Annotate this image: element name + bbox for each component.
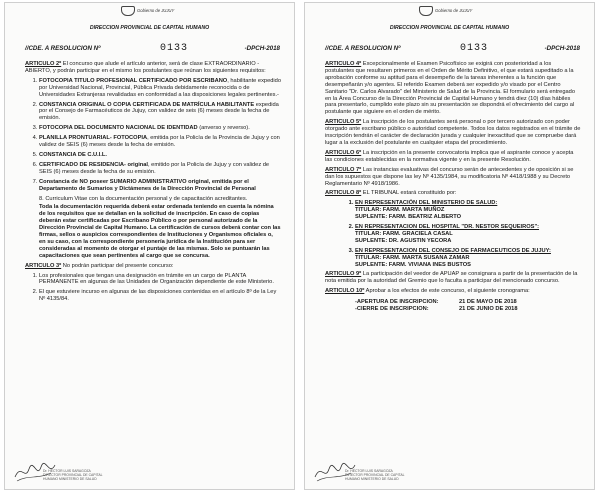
left-content [25,61,281,306]
list-item: 3. FOTOCOPIA DEL DOCUMENTO NACIONAL DE IDENTIDAD (anverso y reverso). [39,125,281,132]
list-item: 1. EN REPRESENTACIÓN DEL MINISTERIO DE SALUD: TITULAR: FARM. MARTA MUÑOZ SUPLENTE: FARM. BEATRIZ ALBERTO [355,200,581,221]
list-item: 4. PLANILLA PRONTUARIAL- FOTOCOPIA, emitida por la Policía de la Provincia de Jujuy y con validez de SEIS (6) meses desde la fecha de emisión. [39,135,281,149]
government-header: Gobierno de JUJUY [137,8,175,13]
resolution-label: //CDE. A RESOLUCION Nº [25,45,101,52]
right-page [304,2,595,490]
schedule-row: -APERTURA DE INSCRIPCION: 21 DE MAYO DE 2018 [355,299,517,306]
article-8: ARTICULO 8º EL TRIBUNAL estará constituido por: [325,190,457,197]
list-item: 2. El que estuviere incurso en algunas de las disposiciones contenidas en el artículo 8º de la Ley Nº 4135/84. [39,289,281,303]
list-item: 2. CONSTANCIA ORIGINAL O COPIA CERTIFICADA DE MATRÍCULA HABILITANTE expedida por el Consejo de Farmacéuticos de Jujuy, con validez de seis (6) meses desde la fecha de emisión. [39,102,281,123]
exclusions-list [25,273,281,304]
left-page [4,2,295,490]
resolution-suffix: -DPCH-2018 [244,45,280,52]
article-5: ARTICULO 5º La inscripción de los postulantes será personal o por tercero autorizado con poder otorgado ante escribano público o autoridad competente. Todos los datos registrados en el trámite de inscripción tendrán el carácter de declaración jurada y cualquier inexactitud que se compruebe dará lugar a la exclusión del postulante en cualquier etapa del procedimiento. [325,119,581,146]
article-4: ARTICULO 4º Excepcionalmente el Examen Psicofísico se exigirá con posterioridad a los postulantes que resultaren primeros en el Orden de Mérito Definitivo, el que estará supeditado a la aprobación conforme su aptitud para el desempeño de la tareas inherentes a la función que desempeñarán y/o agentes. El referido Examen deberá ser expedido y/o visado por el Centro Sanitario "Dr. Carlos Alvarado" del Ministerio de Salud de la Provincia. El formulario será entregado en la Área Concurso de la Dirección Provincial de Capital Humano y tendrá diez (10) días hábiles para presentarlo, cumplido este plazo sin su presentación se dispondrá el ofrecimiento del cargo al postulante que siguiere en el orden de mérito. [325,61,575,116]
province-crest-icon [121,6,135,16]
direction-title: DIRECCION PROVINCIAL DE CAPITAL HUMANO [89,25,210,31]
direction-title: DIRECCION PROVINCIAL DE CAPITAL HUMANO [389,25,510,31]
resolution-number: 0133 [460,43,489,54]
article-9: ARTICULO 9º La participación del veedor de APUAP se consignara a partir de la presentación de la nota emitida por la autoridad del Gremio que lo faculta a participar del mencionado concurso. [325,271,578,285]
requirements-list [25,78,281,193]
list-item: 1. Los profesionales que tengan una designación en trámite en un cargo de PLANTA PERMANENTE en algunas de las Unidades de Organización dependiente de este Ministerio. [39,273,281,287]
resolution-label: //CDE. A RESOLUCION Nº [325,45,401,52]
schedule-row: -CIERRE DE INSCRIPCION: 21 DE JUNIO DE 2018 [355,306,518,313]
government-header: Gobierno de JUJUY [435,8,473,13]
list-item: 3. EN REPRESENTACION DEL CONSEJO DE FARMACEUTICOS DE JUJUY: TITULAR: FARM. MARTA SUSANA ZAMAR SUPLENTE: FARM. VIVIANA INES BUSTOS [355,248,581,269]
resolution-suffix: -DPCH-2018 [544,45,580,52]
resolution-line [325,45,580,55]
list-item: 5. CONSTANCIA DE C.U.I.L. [39,152,281,159]
article-7: ARTICULO 7º Las instancias evaluativas del concurso serán de antecedentes y de oposición si se dan los supuestos que dispone las ley Nº 4135/1984, su modificatoria Nº 4418/1988 y su Decreto Reglamentario Nº 4918/1986. [325,166,574,187]
schedule [355,299,581,313]
article-2: ARTICULO 2º El concurso que alude el artículo anterior, será de clase EXTRAORDINARIO - ABIERTO, y podrán participar en el mismo los postulantes que reúnan los siguientes requisitos: [25,61,266,74]
article-3: ARTICULO 3º No podrán participar del presente concurso: [25,262,174,269]
resolution-line [25,45,280,55]
resolution-number: 0133 [160,43,189,54]
cv-item: 8. Curriculum Vitae con la documentación personal y de capacitación acreditantes. [39,195,248,202]
tribunal-list [325,200,581,268]
official-stamp: Dr. HÉCTOR LUIS SARAGOZA DIRECTOR PROVINCIAL DE CAPITAL HUMANO MINISTERIO DE SALUD [43,469,103,481]
article-10: ARTICULO 10º Aprobar a los efectos de este concurso, el siguiente cronograma: [325,288,530,295]
list-item: 7. Constancia de NO poseer SUMARIO ADMINISTRATIVO original, emitida por el Departamento de Sumarios y Dictámenes de la Dirección Provincial de Personal [39,179,281,193]
list-item: 2. EN REPRESENTACION DEL HOSPITAL "DR. NESTOR SEQUEIROS": TITULAR: FARM. GRACIELA CASAL SUPLENTE: DR. AGUSTIN YECORA [355,224,581,245]
right-content [325,61,581,313]
official-stamp: Dr. HÉCTOR LUIS SARAGOZA DIRECTOR PROVINCIAL DE CAPITAL HUMANO MINISTERIO DE SALUD [345,469,405,481]
documentation-note: Toda la documentación requerida deberá estar ordenada teniendo en cuenta la nómina de los requisitos que se detallan en la solicitud de inscripción. En caso de copias deberán estar certificadas por Escribano Público o por personal autorizado de la Dirección Provincial de Capital Humano. La certificación de cursos deberá contar con las firmas, sellos o auspicios correspondientes de Instituciones y Organismos oficiales o, en su caso, con la correspondiente personería jurídica de la Institución para ser consideradas al momento de otorgar el puntaje de las mismas. Solo se puntuarán las capacitaciones que sean pertinentes al cargo que se concursa. [39,204,281,259]
province-crest-icon [419,6,433,16]
list-item: 1. FOTOCOPIA TITULO PROFESIONAL CERTIFICADO POR ESCRIBANO, habilitante expedido por Universidad Nacional, Provincial, Pública Privada debidamente reconocida o de Universidades Extranjeras revalidadas en conformidad a las disposiciones legales pertinentes.- [39,78,281,99]
article-6: ARTICULO 6º La inscripción en la presente convocatoria implica que el aspirante conoce y acepta las condiciones establecidas en la normativa vigente y en la presente Resolución. [325,149,574,163]
list-item: 6. CERTIFICADO DE RESIDENCIA- original, emitido por la Policía de Jujuy y con validez de SEIS (6) meses desde la fecha de su emisión. [39,162,281,176]
